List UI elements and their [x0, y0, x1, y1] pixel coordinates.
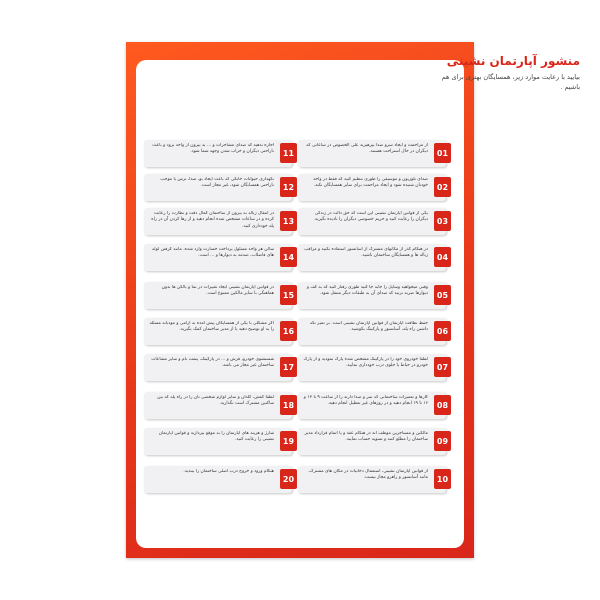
rule-text: لطفا کفش، گلدان و سایر لوازم شخصی تان را در راه پله که بین ساکنین مشترک است نگذارید.	[157, 395, 274, 407]
rule-number: 11	[280, 143, 297, 163]
rule-text: در قوانین آپارتمان نشینی ایجاد تغییرات در نما و بالکن ها بدون هماهنگی با سایر مالکین ممنوع است.	[161, 285, 274, 297]
rule-number: 19	[280, 431, 297, 451]
rule-number: 10	[434, 469, 451, 489]
rule-number: 15	[280, 285, 297, 305]
rule-item-13	[144, 208, 295, 235]
rule-text: اگر مشکلی با یکی از همسایگان پیش آمده به آرامی و مودبانه مسئله را به او توضیح دهید یا از مدیر ساختمان کمک بگیرید.	[149, 321, 274, 333]
rule-item-06	[298, 318, 449, 345]
rule-text: لطفا خودروی خود را در پارکینگ مشخص شده پارک نمودید و از پارک خودرو در حیاط یا جلوی درب خودداری نمایید.	[303, 357, 428, 369]
rule-text: کارها و تعمیرات ساختمانی که سر و صدا دارند را از ساعت ۹ تا ۱۳ و ۱۶ تا ۱۹ انجام دهید و در روزهای غیر تعطیل انجام دهید.	[303, 395, 428, 407]
rule-text: شستشوی خودرو، فرش و ... در پارکینگ، پشت بام و سایر مشاعات ساختمان غیر مجاز می باشد.	[151, 357, 274, 369]
rule-number: 08	[434, 395, 451, 415]
rule-number: 12	[280, 177, 297, 197]
rule-number: 20	[280, 469, 297, 489]
rule-text: اجازه ندهید که صدای مشاجرات و ... به بیرون از واحد برود و باعث ناراحتی دیگران و خراب شدن وجهه شما شود.	[152, 143, 274, 155]
rule-number: 17	[280, 357, 297, 377]
rule-number: 16	[280, 321, 297, 341]
rule-text: سالن هر واحد مسئول پرداخت خسارت وارد شده، مانند گرفتن لوله های فاضلاب، صدمه به دیوارها و ... است.	[151, 247, 274, 259]
rule-item-11	[144, 140, 295, 167]
rule-number: 02	[434, 177, 451, 197]
rule-item-01	[298, 140, 449, 167]
rule-item-04	[298, 244, 449, 271]
rule-text: وقتی میخواهید وسایل را جابه جا کنید طوری رفتار کنید که به کف و دیوارها ضربه نزنید که صدای آن به طبقات دیگر منتقل شود.	[306, 285, 428, 297]
rule-item-07	[298, 354, 449, 381]
rule-text: صدای تلوزیون و موسیقی را طوری تنظیم کنید که فقط در واحد خودتان شنیده شود و ایجاد مزاحمت برای سایر همسایگان نکند.	[313, 177, 428, 189]
rule-text: از مزاحمت و ایجاد سرو صدا بپرهیزید علی الخصوص در ساعاتی که دیگران در حال استراحت هستند.	[306, 143, 428, 155]
rule-item-08	[298, 392, 449, 419]
rule-number: 14	[280, 247, 297, 267]
rule-text: مالکین و مستاجرین موظف اند در هنگام عقد و یا اتمام قرارداد مدیر ساختمان را مطلع کنند و تسویه حساب نمایند.	[304, 431, 428, 443]
rule-text: هنگام ورود و خروج درب اصلی ساختمان را ببندید.	[183, 469, 274, 474]
rule-item-16	[144, 318, 295, 345]
rule-item-20	[144, 466, 295, 493]
rule-item-17	[144, 354, 295, 381]
rule-text: شارژ و هزینه های آپارتمان را به موقع بپردازید و قوانین آپارتمان نشینی را رعایت کنید.	[158, 431, 274, 443]
rule-item-12	[144, 174, 295, 201]
rule-item-10	[298, 466, 449, 493]
rule-number: 06	[434, 321, 451, 341]
rule-item-09	[298, 428, 449, 455]
rule-item-18	[144, 392, 295, 419]
poster-title: منشور آپارتمان نشینی	[446, 54, 580, 68]
rule-number: 07	[434, 357, 451, 377]
rule-item-05	[298, 282, 449, 309]
rule-number: 18	[280, 395, 297, 415]
rule-number: 09	[434, 431, 451, 451]
rule-number: 05	[434, 285, 451, 305]
rule-text: در هنگام گذر از مکانهای مشترک از اسانسور استفاده نکنید و مراقب زباله ها و همسایگان ساختمان باشید.	[304, 247, 428, 259]
rule-text: در انتقال زباله به بیرون از ساختمان کمال دقت و نظارت را رعایت کرده و در ساعات مشخص شده انجام دهید و از رها کردن آن در راه پله خودداری کنید.	[151, 211, 274, 229]
poster-subtitle: بیایید با رعایت موارد زیر، همسایگان بهتری برای هم باشیم .	[441, 73, 580, 91]
rule-number: 03	[434, 211, 451, 231]
rule-text: از قوانین آپارتمان نشینی، استعمال دخانیات در مکان های مشترک، مانند آسانسور و راهرو مجاز نیست.	[308, 469, 428, 481]
rule-number: 01	[434, 143, 451, 163]
rule-text: حفظ نظافت آپارتمان از قوانین آپارتمان نشینی است. بر تمیز نگه داشتن راه پله، آسانسور و پارکینگ بکوشید.	[309, 321, 428, 333]
rule-item-03	[298, 208, 449, 235]
rule-text: یکی از قوانین آپارتمان نشینی این است که حق دالت در زندگی دیگران را رعایت کنید و حریم خصوصی دیگران را نادیده نگیرید.	[313, 211, 428, 223]
rule-item-19	[144, 428, 295, 455]
rule-item-15	[144, 282, 295, 309]
rule-number: 04	[434, 247, 451, 267]
rule-text: نگهداری حیوانات خانگی که باعث ایجاد بو، صدا، ترس یا موجب ناراحتی همسایگان شود، غیر مجاز است.	[160, 177, 274, 189]
rule-number: 13	[280, 211, 297, 231]
rule-item-02	[298, 174, 449, 201]
rule-item-14	[144, 244, 295, 271]
